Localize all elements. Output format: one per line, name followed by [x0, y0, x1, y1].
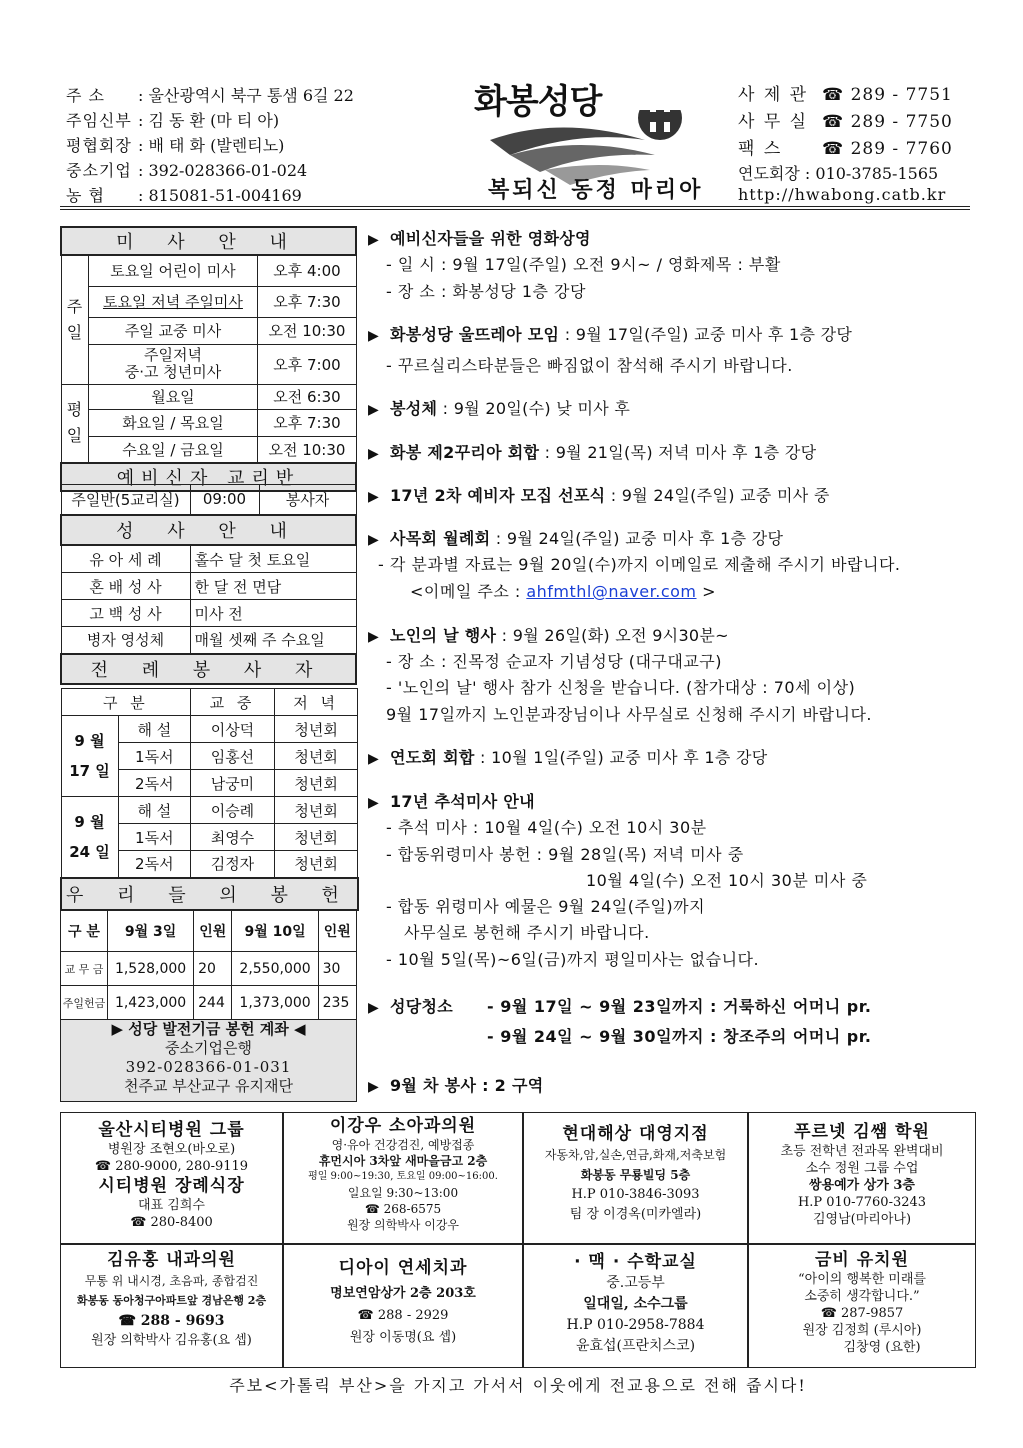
notice-detail: : 9월 20일(수) 낮 미사 후 [437, 399, 631, 418]
notice-title: 17년 추석미사 안내 [390, 792, 535, 811]
ad-line: 명보연암상가 2층 203호 [330, 1286, 476, 1301]
notice-line: - 9월 24일 ~ 9월 30일까지 : 창조주의 어머니 pr. [487, 1027, 872, 1046]
notice-title: 예비신자들을 위한 영화상영 [390, 229, 591, 248]
offering-header: 9월 3일 [108, 910, 194, 952]
ad-pediatrics [283, 1112, 523, 1244]
fund-title: ▶ 성당 발전기금 봉헌 계좌 ◀ [111, 1020, 306, 1038]
offering-count: 244 [194, 986, 232, 1020]
ad-dental [283, 1244, 523, 1368]
email-label: <이메일 주소 : [410, 582, 527, 601]
footer-note: 주보<가톨릭 부산>을 가지고 가서서 이웃에게 전교용으로 전해 줍시다! [229, 1376, 807, 1395]
triangle-icon: ▶ [368, 446, 380, 462]
ad-line: 원장 이동명(요 셉) [349, 1330, 457, 1345]
sacraments-title: 성 사 안 내 [61, 515, 356, 545]
notice-line: - 장 소 : 화봉성당 1층 강당 [386, 282, 586, 301]
ad-insurance [523, 1112, 748, 1244]
offering-count: 30 [318, 952, 356, 986]
ad-line: 김영남(마리아나) [812, 1212, 912, 1227]
mass-time: 오후 7:00 [258, 344, 356, 384]
notice-line: 9월 17일까지 노인분과장님이나 사무실로 신청해 주시기 바랍니다. [386, 705, 872, 724]
notice-cleaning [368, 994, 453, 1017]
ad-line: 원장 의학박사 이강우 [347, 1218, 459, 1232]
liturgy-person: 남궁미 [191, 770, 275, 797]
mass-title: 미 사 안 내 [61, 227, 356, 255]
liturgy-person: 청년회 [274, 797, 358, 824]
header-divider [60, 206, 970, 210]
notice-council [368, 526, 783, 549]
notice-detail: : 9월 24일(주일) 교중 미사 중 [605, 486, 830, 505]
notice-title: 화봉성당 울뜨레아 모임 [390, 325, 560, 344]
notice-ultreya [368, 322, 852, 345]
notice-line: 10월 4일(수) 오전 10시 30분 미사 중 [586, 871, 868, 890]
phone-rectory: 사 제 관 ☎ 289 - 7751 [738, 85, 953, 105]
mass-table [60, 226, 357, 492]
sacrament-info: 매월 셋째 주 수요일 [190, 627, 356, 654]
website-link[interactable]: http://hwabong.catb.kr [738, 185, 947, 204]
mass-time: 오후 4:00 [258, 255, 356, 286]
offering-amount: 2,550,000 [232, 952, 318, 986]
header-address: 주 소 : 울산광역시 북구 통샘 6길 22 [66, 86, 354, 105]
mass-time: 오전 6:30 [258, 384, 356, 409]
offering-amount: 1,528,000 [108, 952, 194, 986]
notice-title: 연도회 회합 [390, 748, 475, 767]
notice-title: 화봉 제2꾸리아 회합 [390, 443, 540, 462]
ad-line: H.P 010-3846-3093 [571, 1187, 700, 1202]
ad-line: H.P 010-2958-7884 [566, 1317, 705, 1333]
sunday-label: 주 일 [61, 255, 88, 384]
liturgy-person: 청년회 [274, 743, 358, 770]
liturgy-person: 이승례 [191, 797, 275, 824]
notice-detail: : 9월 17일(주일) 교중 미사 후 1층 강당 [559, 325, 853, 344]
liturgy-header: 구 분 [61, 689, 191, 716]
header-bank1: 중소기업 : 392-028366-01-024 [66, 161, 308, 180]
notice-line: - '노인의 날' 행사 참가 신청을 받습니다. (참가대상 : 70세 이상) [386, 678, 856, 697]
notice-service [368, 1073, 543, 1096]
offering-table [60, 909, 357, 1020]
ad-line: ☎ 287-9857 [820, 1306, 904, 1321]
mass-time: 오후 7:30 [258, 286, 356, 317]
liturgy-person: 최영수 [191, 824, 275, 851]
ad-title: 김유홍 내과의원 [107, 1250, 236, 1270]
offering-type: 교 무 금 [61, 952, 108, 986]
sacrament-info: 홀수 달 첫 토요일 [190, 546, 356, 573]
mass-time: 오전 10:30 [258, 317, 356, 344]
liturgy-person: 청년회 [274, 851, 358, 878]
offering-header: 구 분 [61, 910, 108, 952]
ad-line: 쌍용예가 상가 3층 [808, 1178, 915, 1193]
liturgy-role: 2독서 [118, 770, 191, 797]
liturgy-date: 9 월 24 일 [61, 797, 118, 878]
triangle-icon: ▶ [368, 751, 380, 767]
offering-header: 9월 10일 [232, 910, 318, 952]
ad-title: 푸르넷 김쌤 학원 [794, 1122, 930, 1142]
ad-line: 무통 위 내시경, 초음파, 종합검진 [84, 1274, 259, 1288]
mass-name: 수요일 / 금요일 [88, 436, 258, 463]
ad-title: 시티병원 장례식장 [98, 1176, 245, 1196]
mass-name: 토요일 저녁 주일미사 [88, 286, 258, 317]
ad-line: 대표 김희수 [138, 1198, 205, 1213]
catechism-time: 09:00 [190, 485, 259, 515]
notice-detail: : 9월 24일(주일) 교중 미사 후 1층 강당 [490, 529, 784, 548]
mass-name: 주일저녁 중·고 청년미사 [88, 344, 258, 384]
notice-line: 사무실로 봉헌해 주시기 바랍니다. [404, 923, 650, 942]
notice-chuseok [368, 789, 535, 812]
offering-header: 인원 [318, 910, 356, 952]
ad-line: 병원장 조현오(바오로) [107, 1142, 236, 1157]
liturgy-person: 임홍선 [191, 743, 275, 770]
liturgy-person: 청년회 [274, 770, 358, 797]
ad-math [523, 1244, 748, 1368]
notice-detail: : 10월 1일(주일) 교중 미사 후 1층 강당 [474, 748, 768, 767]
sacrament-name: 고 백 성 사 [61, 600, 190, 627]
liturgy-role: 해 설 [118, 716, 191, 743]
triangle-icon: ▶ [368, 402, 380, 418]
liturgy-date: 9 월 17 일 [61, 716, 118, 797]
offering-header: 인원 [194, 910, 232, 952]
ad-line: 팀 장 이경옥(미카엘라) [569, 1207, 702, 1222]
offering-count: 20 [194, 952, 232, 986]
ad-line: 평일 9:00~19:30, 토요일 09:00~16:00. [308, 1171, 498, 1182]
fund-bank: 중소기업은행 [165, 1039, 252, 1057]
email-link[interactable]: ahfmthl@naver.com [526, 582, 697, 601]
offering-type: 주일헌금 [61, 986, 108, 1020]
ad-line: 휴먼시아 3차앞 새마을금고 2층 [318, 1154, 488, 1168]
fund-account: 392-028366-01-031 [125, 1058, 292, 1076]
liturgy-role: 2독서 [118, 851, 191, 878]
ad-line: ☎ 280-8400 [130, 1215, 213, 1230]
triangle-icon: ▶ [368, 1000, 380, 1016]
ad-line: 김창영 (요한) [843, 1340, 921, 1355]
liturgy-table [60, 688, 359, 911]
triangle-icon: ▶ [368, 232, 380, 248]
sacrament-info: 한 달 전 면담 [190, 573, 356, 600]
notice-yeondo [368, 745, 768, 768]
mass-name: 토요일 어린이 미사 [88, 255, 258, 286]
ad-line: ☎ 268-6575 [364, 1202, 442, 1216]
ad-internal-medicine [60, 1244, 283, 1368]
ad-line: 소중히 생각합니다.” [804, 1289, 920, 1304]
sacrament-name: 유 아 세 례 [61, 546, 190, 573]
weekday-label: 평 일 [61, 384, 88, 463]
notice-title: 17년 2차 예비자 모집 선포식 [390, 486, 606, 505]
ad-title: 현대해상 대영지점 [562, 1124, 709, 1144]
notice-line: - 합동위령미사 봉헌 : 9월 28일(목) 저녁 미사 중 [386, 845, 744, 864]
liturgy-role: 1독서 [118, 824, 191, 851]
ad-line: 자동차,암,실손,연금,화재,저축보험 [544, 1148, 727, 1162]
phone-contact: 연도회장 : 010-3785-1565 [738, 164, 939, 183]
notice-title: 9월 차 봉사 : 2 구역 [390, 1076, 544, 1095]
liturgy-person: 이상덕 [191, 716, 275, 743]
ad-line: H.P 010-7760-3243 [797, 1195, 927, 1210]
ad-city-hospital [60, 1112, 283, 1244]
ad-line: 화봉동 동아청구아파트앞 경남은행 2층 [76, 1294, 267, 1307]
liturgy-role: 1독서 [118, 743, 191, 770]
ad-line: 영·유아 건강검진, 예방접종 [331, 1138, 475, 1152]
phone-office: 사 무 실 ☎ 289 - 7750 [738, 112, 953, 132]
ad-line: 원장 의학박사 김유홍(요 셉) [91, 1333, 252, 1348]
notice-title: 사목회 월례회 [390, 529, 491, 548]
ad-line: 화봉동 무룡빌딩 5층 [580, 1168, 691, 1182]
fund-box [60, 1019, 357, 1102]
ad-line: 일대일, 소수그룹 [583, 1296, 688, 1312]
catechism-title: 예비신자 교리반 [61, 463, 356, 491]
sacrament-info: 미사 전 [190, 600, 356, 627]
catechism-table [60, 484, 357, 546]
triangle-icon: ▶ [368, 629, 380, 645]
email-line [410, 579, 716, 602]
header-council: 평협회장 : 배 태 화 (발렌티노) [66, 136, 285, 155]
notice-line: - 10월 5일(목)~6일(금)까지 평일미사는 없습니다. [386, 950, 760, 969]
ad-line: 초등 전학년 전과목 완벽대비 [780, 1144, 944, 1159]
ad-line: ☎ 280-9000, 280-9119 [94, 1159, 249, 1174]
triangle-icon: ▶ [368, 489, 380, 505]
notice-title: 봉성체 [390, 399, 438, 418]
notice-line: - 꾸르실리스타분들은 빠짐없이 참석해 주시기 바랍니다. [386, 356, 793, 375]
triangle-icon: ▶ [368, 795, 380, 811]
ad-line: 중.고등부 [606, 1275, 665, 1291]
ad-kindergarten [748, 1244, 976, 1368]
notice-detail: : 9월 26일(화) 오전 9시30분~ [496, 626, 729, 645]
liturgy-header: 교 중 [191, 689, 275, 716]
ad-title: 이강우 소아과의원 [329, 1116, 477, 1136]
ad-title: 울산시티병원 그룹 [98, 1120, 245, 1140]
ad-line: 원장 김정희 (루시아) [802, 1323, 922, 1338]
email-close: > [696, 582, 716, 601]
triangle-icon: ▶ [368, 328, 380, 344]
notice-recruit [368, 483, 830, 506]
liturgy-header: 저 녁 [274, 689, 358, 716]
offering-amount: 1,423,000 [108, 986, 194, 1020]
notice-line: - 합동 위령미사 예물은 9월 24일(주일)까지 [386, 897, 706, 916]
liturgy-title: 전 례 봉 사 자 [61, 654, 356, 684]
ad-title: · 맥 · 수학교실 [574, 1252, 697, 1272]
header-bank2: 농 협 : 815081-51-004169 [66, 186, 302, 205]
notice-communion [368, 396, 630, 419]
ad-line: ☎ 288 - 2929 [357, 1308, 449, 1323]
notice-line: - 각 분과별 자료는 9월 20일(수)까지 이메일로 제출해 주시기 바랍니다. [378, 555, 901, 574]
sacrament-name: 병자 영성체 [61, 627, 190, 654]
ad-line: 윤효섭(프란치스코) [575, 1338, 696, 1354]
phone-fax: 팩 스 ☎ 289 - 7760 [738, 139, 953, 159]
motto: 복되신 동정 마리아 [488, 177, 704, 203]
offering-title: 우 리 들 의 봉 헌 [61, 878, 358, 910]
mass-name: 주일 교중 미사 [88, 317, 258, 344]
notice-detail: : 9월 21일(목) 저녁 미사 후 1층 강당 [539, 443, 817, 462]
triangle-icon: ▶ [368, 1079, 380, 1095]
catechism-teacher: 봉사자 [259, 485, 356, 515]
triangle-icon: ▶ [368, 532, 380, 548]
ad-title: 금비 유치원 [814, 1250, 910, 1270]
ad-line: 소수 정원 그룹 수업 [805, 1161, 919, 1176]
notice-title: 노인의 날 행사 [390, 626, 497, 645]
notice-line: - 장 소 : 진목정 순교자 기념성당 (대구대교구) [386, 652, 723, 671]
ad-line: 일요일 9:30~13:00 [347, 1186, 459, 1200]
notice-movie [368, 226, 591, 249]
catechism-class: 주일반(5교리실) [61, 485, 190, 515]
notice-line: - 9월 17일 ~ 9월 23일까지 : 거룩하신 어머니 pr. [487, 997, 872, 1016]
notice-elderly [368, 623, 729, 646]
notice-curia [368, 440, 816, 463]
ad-line: “아이의 행복한 미래를 [798, 1272, 926, 1287]
notice-line: - 일 시 : 9월 17일(주일) 오전 9시~ / 영화제목 : 부활 [386, 255, 781, 274]
ad-academy [748, 1112, 976, 1244]
ad-line: ☎ 288 - 9693 [118, 1313, 225, 1329]
liturgy-person: 청년회 [274, 824, 358, 851]
mass-name: 화요일 / 목요일 [88, 409, 258, 436]
church-logo [470, 74, 700, 184]
liturgy-person: 청년회 [274, 716, 358, 743]
fund-holder: 천주교 부산교구 유지재단 [124, 1077, 293, 1095]
sacraments-table [60, 545, 357, 685]
mass-time: 오후 7:30 [258, 409, 356, 436]
notice-title: 성당청소 [390, 997, 454, 1016]
offering-amount: 1,373,000 [232, 986, 318, 1020]
offering-count: 235 [318, 986, 356, 1020]
mass-name: 월요일 [88, 384, 258, 409]
mass-time: 오전 10:30 [258, 436, 356, 463]
sacrament-name: 혼 배 성 사 [61, 573, 190, 600]
ad-title: 디아이 연세치과 [338, 1258, 468, 1278]
liturgy-role: 해 설 [118, 797, 191, 824]
liturgy-person: 김정자 [191, 851, 275, 878]
logo-text: 화봉성당 [474, 82, 602, 122]
header-pastor: 주임신부 : 김 동 환 (마 티 아) [66, 111, 280, 130]
notice-line: - 추석 미사 : 10월 4일(수) 오전 10시 30분 [386, 818, 707, 837]
